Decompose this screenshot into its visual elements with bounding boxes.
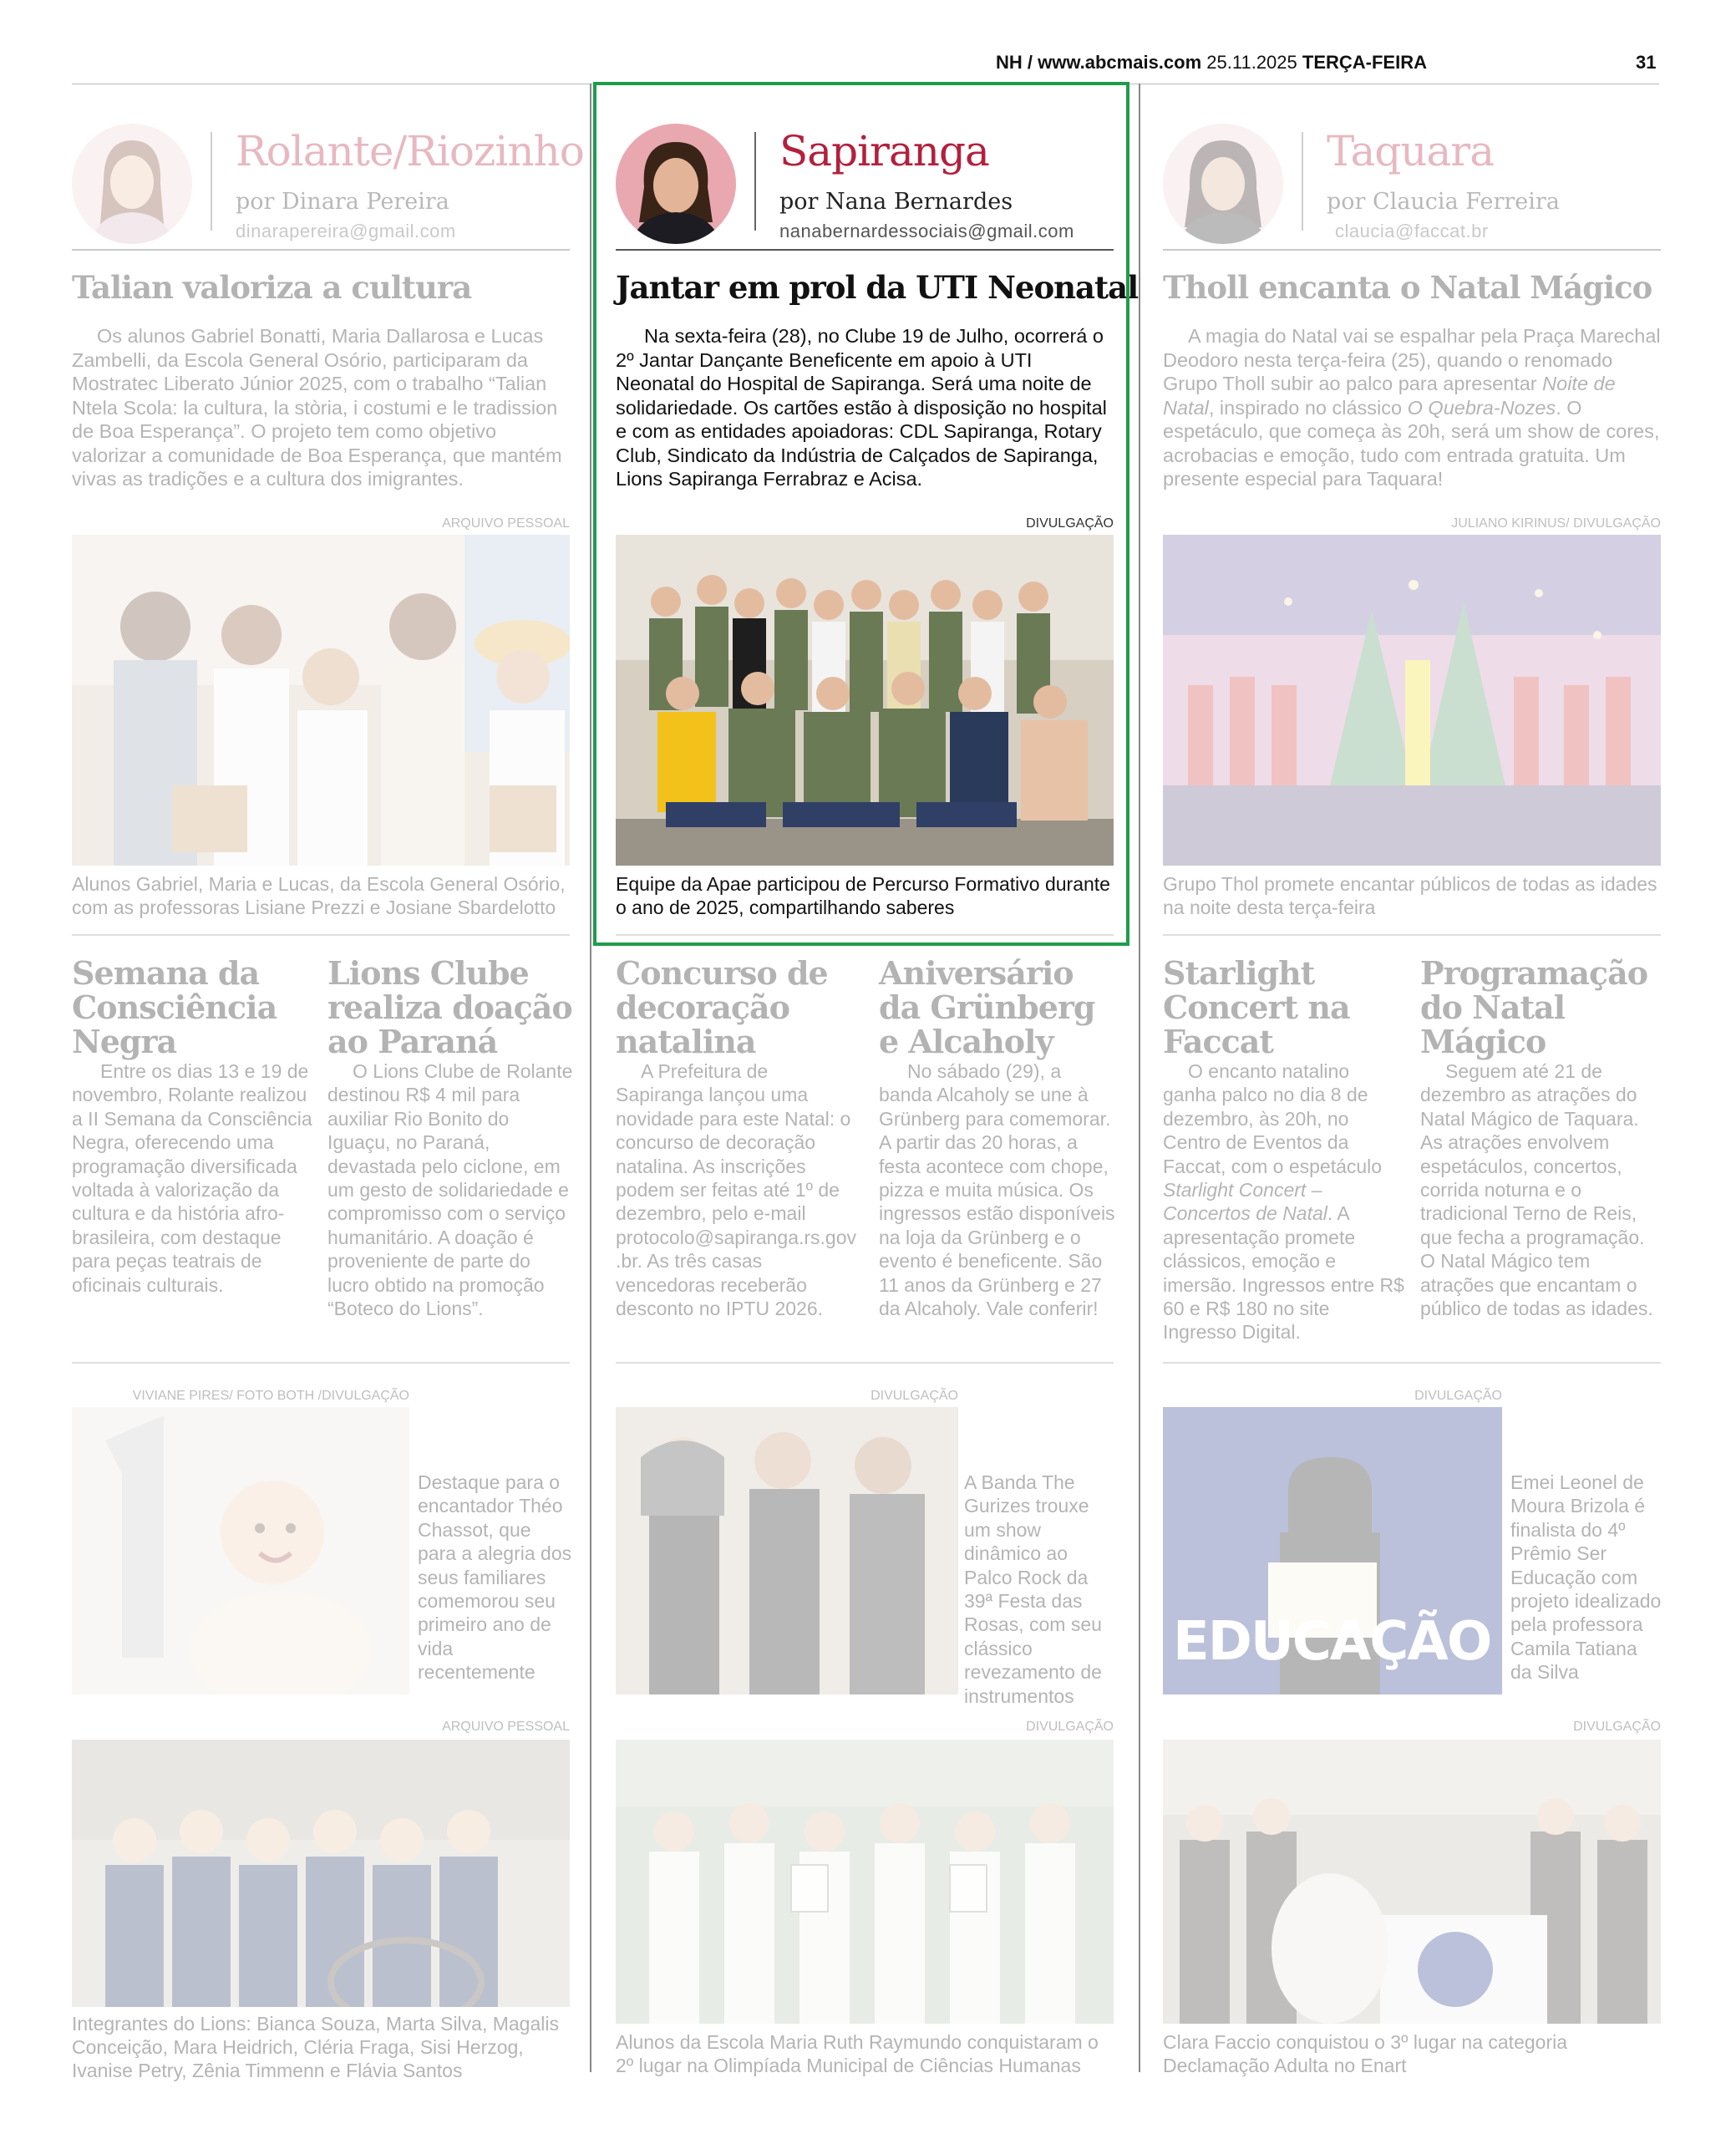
header-rule <box>1163 249 1661 251</box>
photo-caption: Emei Leonel de Moura Brizola é finalista do 4º Prêmio Ser Educação com projeto idealizado pela professora Camila Tatiana da Silva <box>1510 1471 1662 1684</box>
baby-photo-icon <box>72 1407 409 1694</box>
section-rule <box>72 1362 570 1364</box>
photo-caption: Alunos da Escola Maria Ruth Raymundo conquistaram o 2º lugar na Olimpíada Municipal de Ciências Humanas <box>616 2031 1099 2076</box>
enart-group-photo-icon <box>1163 1740 1661 2024</box>
story-headline: Programação do Natal Mágico <box>1420 954 1648 1060</box>
section-rule <box>72 934 570 936</box>
photo-caption: Destaque para o encantador Théo Chassot, que para a alegria dos seus familiares comemorou seu primeiro ano de vida recentemente <box>418 1471 572 1684</box>
body-text-part: . A apresentação promete clássicos, emoção e imersão. Ingressos entre R$ 60 e R$ 180 no site Ingresso Digital. <box>1163 1202 1404 1344</box>
main-body <box>1163 324 1661 491</box>
column-divider-left <box>590 84 591 2072</box>
header-date: 25.11.2025 <box>1206 52 1297 73</box>
award-photo <box>1163 1407 1502 1694</box>
photo-credit: DIVULGAÇÃO <box>1026 1720 1114 1734</box>
avatar-portrait-icon <box>1163 124 1283 244</box>
main-body: Os alunos Gabriel Bonatti, Maria Dallarosa e Lucas Zambelli, da Escola General Osório, participaram da Mostratec Liberato Júnior 2025, com o trabalho “Talian Ntela Scola: la cultura, la stòria, i costumi e le tradission de Boa Esperança”. O projeto tem como objetivo valorizar a comunidade de Boa Esperança, que mantém vivas as tradições e a cultura dos imigrantes. <box>72 325 562 490</box>
story-headline: Starlight Concert na Faccat <box>1163 954 1350 1060</box>
page-number: 31 <box>1636 52 1657 73</box>
section-rule <box>616 934 1114 936</box>
main-headline: Talian valoriza a cultura <box>72 269 472 306</box>
students-photo-icon <box>72 535 570 866</box>
column-title: Taquara <box>1327 127 1495 175</box>
body-text-italic: Noite de Natal <box>1163 373 1616 419</box>
students-award-photo-icon <box>616 1740 1114 2024</box>
column-header <box>72 117 584 251</box>
story-body: No sábado (29), a banda Alcaholy se une à Grünberg para comemorar. A partir das 20 horas, a festa acontece com chope, pizza e muita música. Os ingressos estão disponíveis na loja da Grünberg e o evento é beneficente. São 11 anos da Grünberg e 27 da Alcaholy. Vale conferir! <box>879 1060 1115 1320</box>
baby-photo <box>72 1407 409 1694</box>
body-text-part: O encanto natalino ganha palco no dia 8 de dezembro, às 20h, no Centro de Eventos da Faccat, com o espetáculo <box>1163 1060 1383 1177</box>
main-photo-caption: Equipe da Apae participou de Percurso Formativo durante o ano de 2025, compartilhando saberes <box>616 873 1110 918</box>
section-rule <box>616 1362 1114 1364</box>
main-photo <box>1163 535 1661 866</box>
lions-photo <box>72 1740 570 2007</box>
column-author: por Claucia Ferreira <box>1327 189 1560 215</box>
body-text-part: , inspirado no clássico <box>1208 396 1408 419</box>
section-rule <box>1163 1362 1661 1364</box>
photo-credit: VIVIANE PIRES/ FOTO BOTH /DIVULGAÇÃO <box>132 1389 409 1403</box>
header-weekday: TERÇA-FEIRA <box>1302 52 1427 73</box>
main-photo <box>72 535 570 866</box>
story-body <box>1163 1059 1405 1344</box>
highlight-box <box>593 82 1129 946</box>
story-body: Entre os dias 13 e 19 de novembro, Rolante realizou a II Semana da Consciência Negra, oferecendo uma programação diversificada voltada à valorização da cultura e da história afro-brasileira, com destaque para peças teatrais de oficinais culturais. <box>72 1060 312 1296</box>
main-photo-caption: Alunos Gabriel, Maria e Lucas, da Escola General Osório, com as professoras Lisiane Prezzi e Josiane Sbardelotto <box>72 873 566 918</box>
avatar-portrait-icon <box>72 124 192 244</box>
photo-credit: DIVULGAÇÃO <box>871 1389 958 1403</box>
column-title: Rolante/Riozinho <box>236 127 584 175</box>
lions-group-photo-icon <box>72 1740 570 2007</box>
column-header <box>1163 117 1661 251</box>
photo-credit: DIVULGAÇÃO <box>1414 1389 1502 1403</box>
section-rule <box>1163 934 1661 936</box>
photo-credit: DIVULGAÇÃO <box>1026 516 1114 531</box>
column-author: por Nana Bernardes <box>779 189 1013 215</box>
body-text-part: . O espetáculo, que começa às 20h, será um show de cores, acrobacias e emoção, tudo com entrada gratuita. Um presente especial para Taquara! <box>1163 396 1660 490</box>
page-header <box>0 52 1736 85</box>
stage-show-photo-icon <box>1163 535 1661 866</box>
header-site: NH / www.abcmais.com <box>996 52 1202 73</box>
header-divider <box>1302 132 1303 231</box>
body-text-part: A magia do Natal vai se espalhar pela Praça Marechal Deodoro nesta terça-feira (25), quando o renomado Grupo Tholl subir ao palco para apresentar <box>1163 325 1661 394</box>
story-headline: Semana da Consciência Negra <box>72 954 277 1060</box>
columnist-avatar <box>72 124 192 244</box>
students-award-photo <box>616 1740 1114 2024</box>
main-headline: Tholl encanta o Natal Mágico <box>1163 269 1652 306</box>
columnist-avatar <box>1163 124 1283 244</box>
column-author: por Dinara Pereira <box>236 189 449 215</box>
story-body: A Prefeitura de Sapiranga lançou uma novidade para este Natal: o concurso de decoração natalina. As inscrições podem ser feitas até 1º de dezembro, pelo e-mail protocolo@sapiranga.rs.gov.br. As três casas vencedoras receberão desconto no IPTU 2026. <box>616 1060 857 1320</box>
header-site-date <box>996 52 1427 74</box>
column-email[interactable]: dinarapereira@gmail.com <box>236 221 456 241</box>
photo-credit: ARQUIVO PESSOAL <box>442 1720 570 1734</box>
column-email[interactable]: claucia@faccat.br <box>1335 221 1489 241</box>
story-body: Seguem até 21 de dezembro as atrações do Natal Mágico de Taquara. As atrações envolvem espetáculos, concertos, corrida noturna e o tradicional Terno de Reis, que fecha a programação. O Natal Mágico tem atrações que encantam o público de todas as idades. <box>1420 1060 1653 1320</box>
enart-photo <box>1163 1740 1661 2024</box>
photo-credit: JULIANO KIRINUS/ DIVULGAÇÃO <box>1451 516 1661 531</box>
photo-credit: ARQUIVO PESSOAL <box>442 516 570 531</box>
photo-caption: Integrantes do Lions: Bianca Souza, Marta Silva, Magalis Conceição, Mara Heidrich, Cléria Fraga, Sisi Herzog, Ivanise Petry, Zênia Timmenn e Flávia Santos <box>72 2013 559 2081</box>
main-headline: Jantar em prol da UTI Neonatal <box>616 269 1139 306</box>
photo-caption: Clara Faccio conquistou o 3º lugar na categoria Declamação Adulta no Enart <box>1163 2031 1568 2076</box>
main-photo-caption: Grupo Thol promete encantar públicos de todas as idades na noite desta terça-feira <box>1163 873 1657 918</box>
band-photo-icon <box>616 1407 958 1694</box>
story-headline: Aniversário da Grünberg e Alcaholy <box>879 954 1095 1060</box>
photo-credit: DIVULGAÇÃO <box>1573 1720 1661 1734</box>
header-divider <box>211 132 212 231</box>
column-divider-right <box>1139 84 1140 2072</box>
award-sign-text: EDUCAÇÃO <box>1173 1611 1491 1673</box>
body-text-italic: O Quebra-Nozes <box>1407 396 1556 419</box>
story-headline: Concurso de decoração natalina <box>616 954 828 1060</box>
photo-caption: A Banda The Gurizes trouxe um show dinâmico ao Palco Rock da 39ª Festa das Rosas, com seu clássico revezamento de instrumentos <box>964 1471 1102 1707</box>
story-body: O Lions Clube de Rolante destinou R$ 4 mil para auxiliar Rio Bonito do Iguaçu, no Paraná, devastada pelo ciclone, em um gesto de solidariedade e compromisso com o serviço humanitário. A doação é proveniente de parte do lucro obtido na promoção “Boteco do Lions”. <box>327 1060 573 1320</box>
column-email[interactable]: nanabernardessociais@gmail.com <box>779 221 1074 241</box>
story-headline: Lions Clube realiza doação ao Paraná <box>327 954 572 1060</box>
column-title: Sapiranga <box>779 127 989 175</box>
band-photo <box>616 1407 958 1694</box>
body-text-italic: Starlight Concert – Concertos de Natal <box>1163 1179 1327 1225</box>
main-body: Na sexta-feira (28), no Clube 19 de Julho, ocorrerá o 2º Jantar Dançante Beneficente em apoio à UTI Neonatal do Hospital de Sapiranga. Será uma noite de solidariedade. Os cartões estão à disposição no hospital e com as entidades apoiadoras: CDL Sapiranga, Rotary Club, Sindicato da Indústria de Calçados de Sapiranga, Lions Sapiranga Ferrabraz e Acisa. <box>616 325 1107 490</box>
header-rule <box>72 249 570 251</box>
